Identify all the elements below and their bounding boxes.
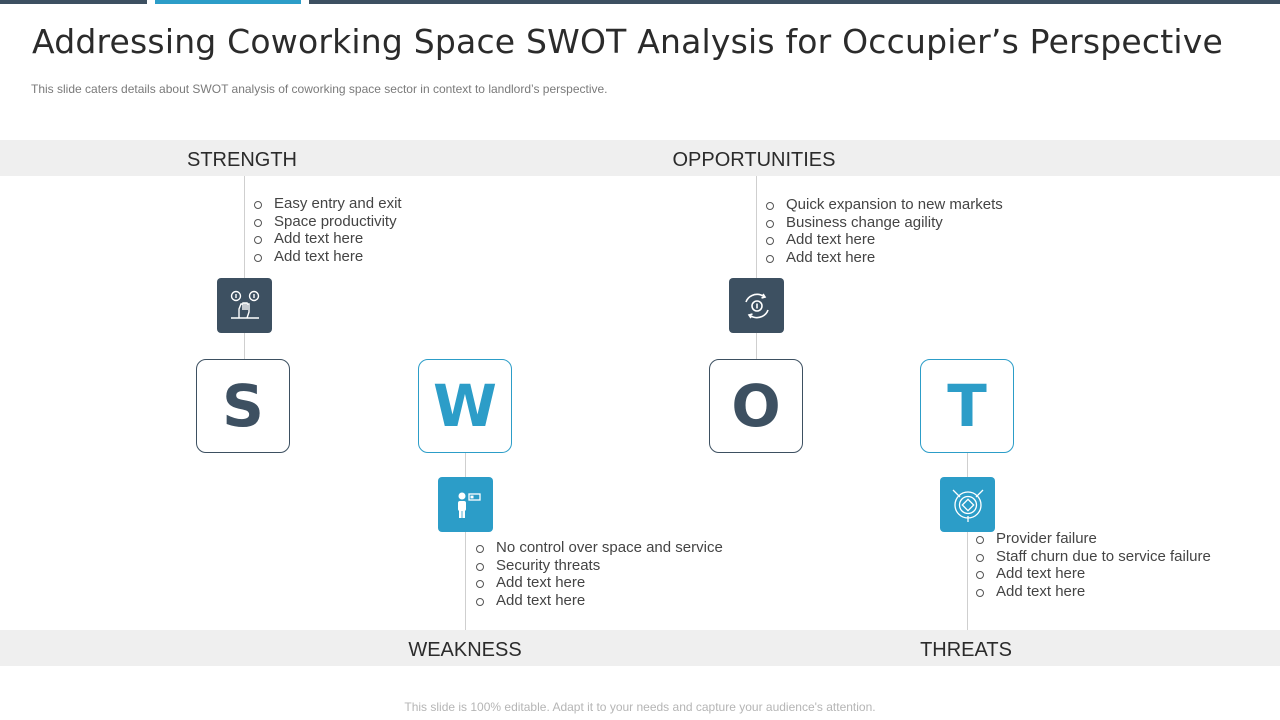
threats-item: Add text here — [974, 583, 1211, 601]
footer-note: This slide is 100% editable. Adapt it to your needs and capture your audience's attention. — [404, 700, 876, 714]
opportunities-item: Quick expansion to new markets — [764, 196, 1003, 214]
threats-letter-box: T — [920, 359, 1014, 453]
weakness-item: Security threats — [474, 557, 723, 575]
threats-heading: THREATS — [920, 639, 1012, 661]
page-subtitle: This slide caters details about SWOT analysis of coworking space sector in context to landlord’s perspective. — [31, 82, 608, 96]
strength-letter-box: S — [196, 359, 290, 453]
threats-list — [974, 530, 1211, 601]
strength-icon-tile — [217, 278, 272, 333]
threats-item: Staff churn due to service failure — [974, 548, 1211, 566]
weakness-item: Add text here — [474, 574, 723, 592]
opportunities-item: Business change agility — [764, 214, 1003, 232]
weakness-letter-box: W — [418, 359, 512, 453]
threats-icon-tile — [940, 477, 995, 532]
strength-item: Add text here — [252, 230, 402, 248]
threats-item: Add text here — [974, 565, 1211, 583]
threats-item: Provider failure — [974, 530, 1211, 548]
strength-item: Easy entry and exit — [252, 195, 402, 213]
opportunities-icon-tile — [729, 278, 784, 333]
weakness-item: Add text here — [474, 592, 723, 610]
strength-item: Add text here — [252, 248, 402, 266]
strength-item: Space productivity — [252, 213, 402, 231]
strength-list — [252, 195, 402, 266]
top-bar-blue — [155, 0, 301, 4]
weakness-list — [474, 539, 723, 610]
top-bar-dark-right — [309, 0, 1280, 4]
opportunities-heading: OPPORTUNITIES — [672, 149, 836, 171]
person-speech-icon — [448, 487, 484, 523]
weakness-icon-tile — [438, 477, 493, 532]
opportunities-letter-box: O — [709, 359, 803, 453]
opportunities-item: Add text here — [764, 231, 1003, 249]
opportunities-item: Add text here — [764, 249, 1003, 267]
opportunities-list — [764, 196, 1003, 267]
page-title: Addressing Coworking Space SWOT Analysis for Occupier’s Perspective — [32, 22, 1223, 61]
weakness-item: No control over space and service — [474, 539, 723, 557]
hand-coins-icon — [227, 288, 263, 324]
strength-heading: STRENGTH — [187, 149, 297, 171]
target-icon — [949, 486, 987, 524]
bottom-band — [0, 630, 1280, 666]
weakness-heading: WEAKNESS — [408, 639, 522, 661]
top-bar-dark-left — [0, 0, 147, 4]
coin-exchange-icon — [739, 288, 775, 324]
